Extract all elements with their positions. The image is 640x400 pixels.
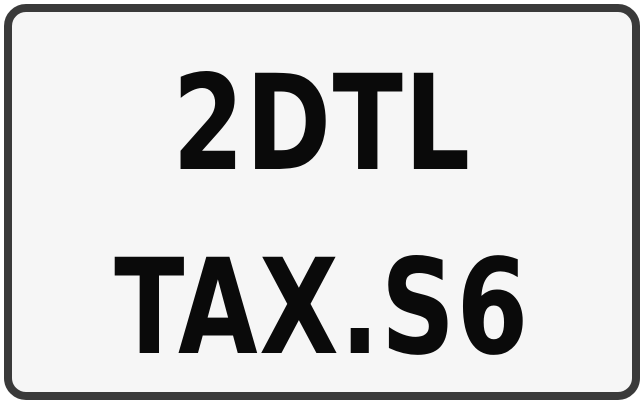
number-plate	[4, 4, 640, 400]
plate-line-1: 2DTL	[172, 47, 472, 201]
plate-line-2: TAX.S6	[114, 231, 530, 385]
